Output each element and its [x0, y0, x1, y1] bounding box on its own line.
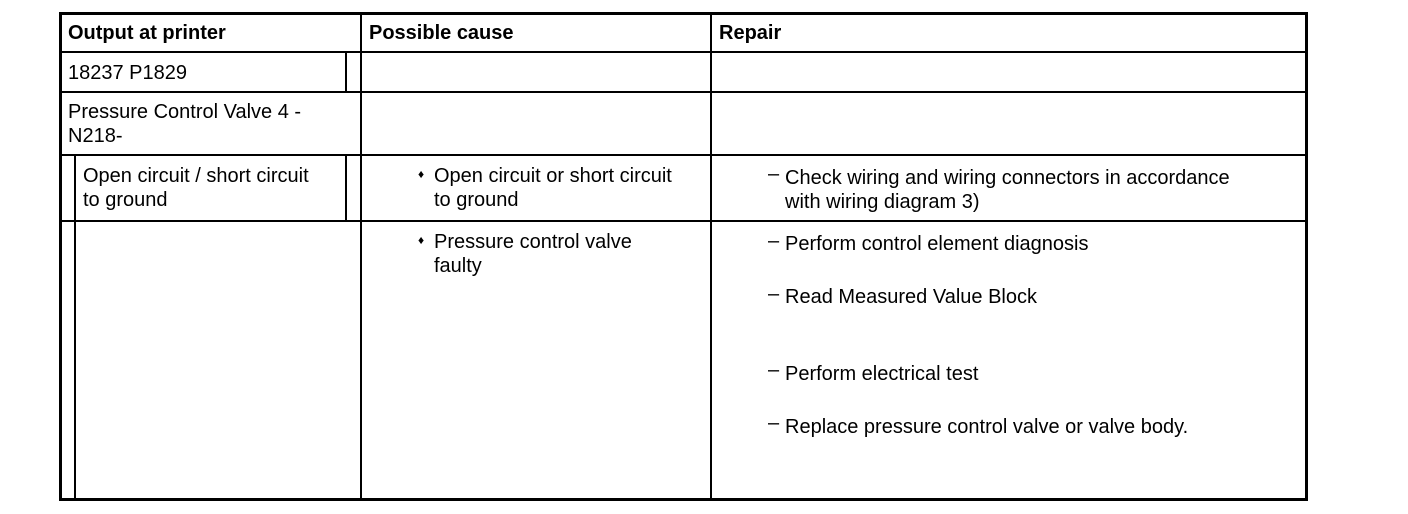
subcolumn-divider-b — [345, 154, 347, 221]
indent-divider — [74, 154, 76, 499]
header-possible-cause: Possible cause — [369, 22, 514, 44]
cause-2-line2: faulty — [434, 255, 482, 277]
column-divider-output-cause — [360, 13, 362, 499]
repair-1-line2: with wiring diagram 3) — [785, 191, 980, 213]
cause-1-line2: to ground — [434, 189, 519, 211]
cause-2-line1: Pressure control valve — [434, 231, 632, 253]
dash-icon: – — [768, 412, 780, 434]
fault-description-line2: to ground — [83, 189, 168, 211]
row-divider-component — [61, 154, 1306, 156]
repair-3: Read Measured Value Block — [785, 286, 1037, 308]
fault-description-line1: Open circuit / short circuit — [83, 165, 309, 187]
header-output-at-printer: Output at printer — [68, 22, 226, 44]
row-divider-code — [61, 91, 1306, 93]
repair-5: Replace pressure control valve or valve body. — [785, 416, 1189, 438]
bullet-icon: ♦ — [418, 167, 425, 181]
repair-4: Perform electrical test — [785, 363, 979, 385]
subcolumn-divider-a — [345, 51, 347, 92]
component-name-line2: N218- — [68, 125, 123, 147]
header-repair: Repair — [719, 22, 782, 44]
bullet-icon: ♦ — [418, 233, 425, 247]
component-name-line1: Pressure Control Valve 4 - — [68, 101, 302, 123]
dash-icon: – — [768, 283, 780, 305]
dash-icon: – — [768, 230, 780, 252]
fault-code: 18237 P1829 — [68, 62, 188, 84]
repair-2: Perform control element diagnosis — [785, 233, 1089, 255]
cause-1-line1: Open circuit or short circuit — [434, 165, 672, 187]
column-divider-cause-repair — [710, 13, 712, 499]
row-divider-header — [61, 51, 1306, 53]
dash-icon: – — [768, 359, 780, 381]
repair-1-line1: Check wiring and wiring connectors in accordance — [785, 167, 1230, 189]
dash-icon: – — [768, 163, 780, 185]
row-divider-fault — [61, 220, 1306, 222]
